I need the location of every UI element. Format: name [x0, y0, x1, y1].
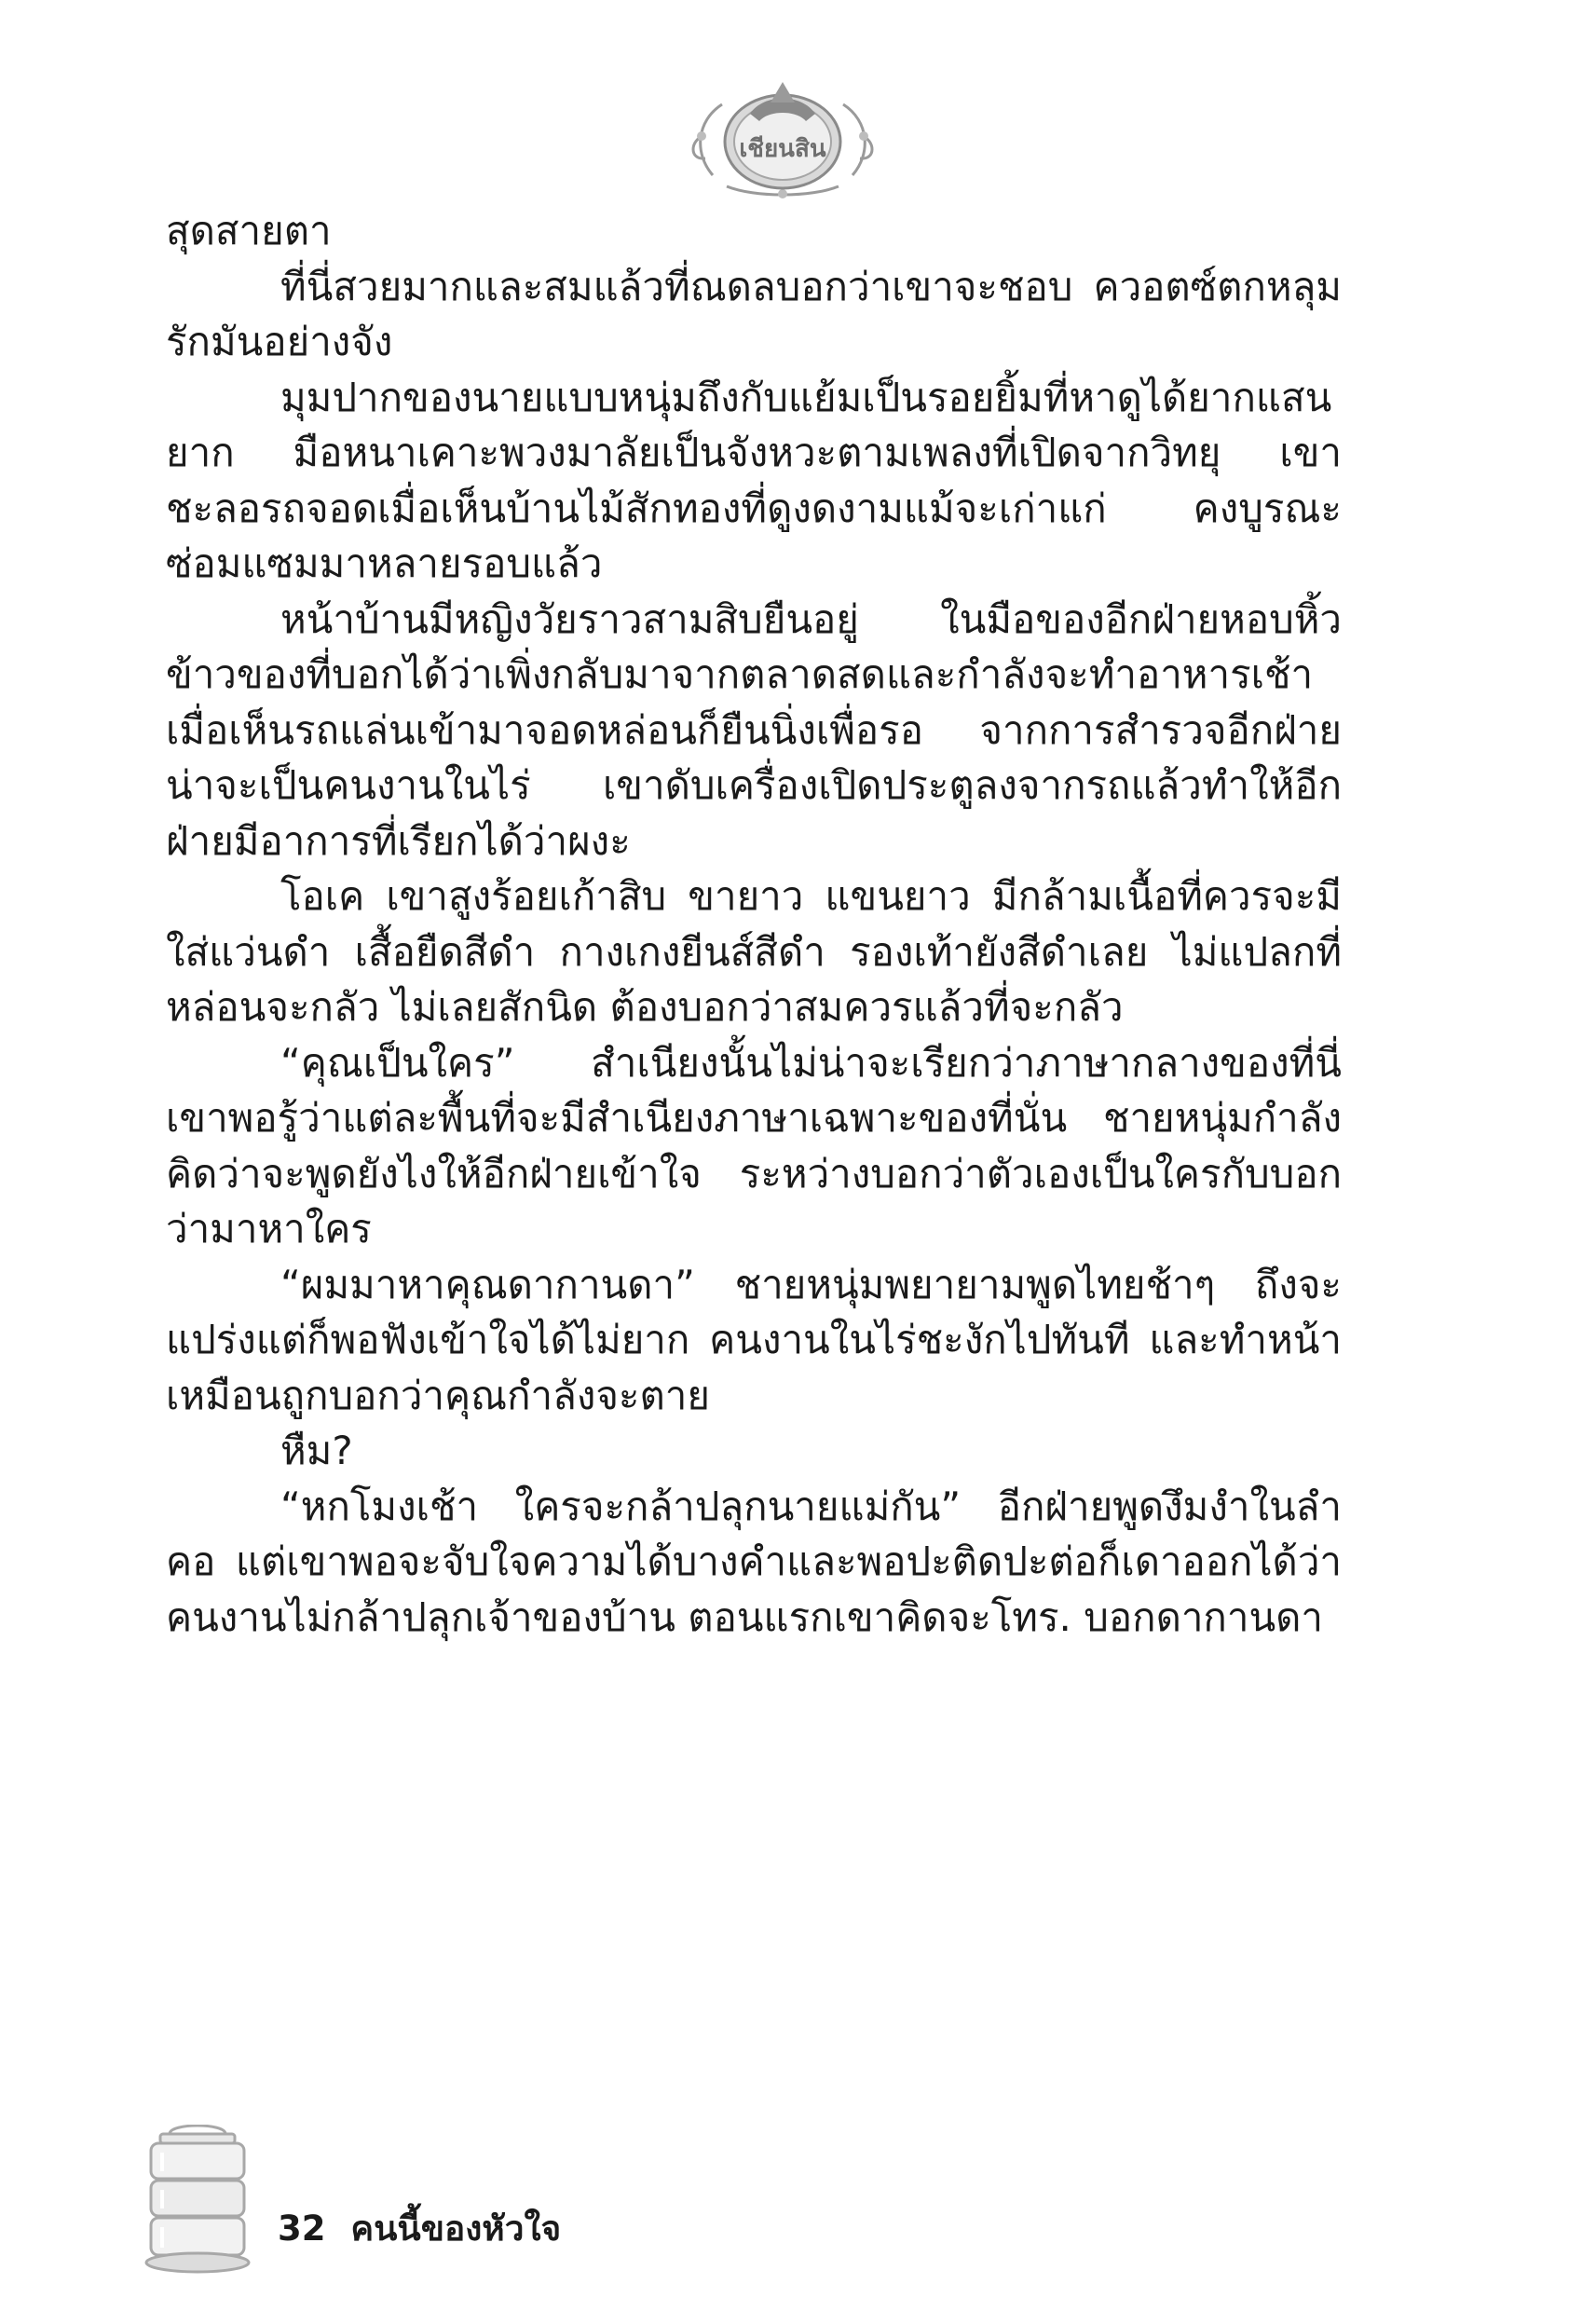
- paragraph: หน้าบ้านมีหญิงวัยราวสามสิบยืนอยู่ ในมือของอีกฝ่ายหอบหิ้วข้าวของที่บอกได้ว่าเพิ่งกลับมาจากตลาดสดและกำลังจะทำอาหารเช้า เมื่อเห็นรถแล่นเข้ามาจอดหล่อนก็ยืนนิ่งเพื่อรอ จากการสำรวจอีกฝ่ายน่าจะเป็นคนงานในไร่ เขาดับเครื่องเปิดประตูลงจากรถแล้วทำให้อีกฝ่ายมีอาการที่เรียกได้ว่าผงะ: [166, 595, 1342, 864]
- paragraph: “คุณเป็นใคร” สำเนียงนั้นไม่น่าจะเรียกว่าภาษากลางของที่นี่ เขาพอรู้ว่าแต่ละพื้นที่จะมีสำเนียงภาษาเฉพาะของที่นั่น ชายหนุ่มกำลังคิดว่าจะพูดยังไงให้อีกฝ่ายเข้าใจ ระหว่างบอกว่าตัวเองเป็นใครกับบอกว่ามาหาใคร: [166, 1039, 1342, 1251]
- ornamental-crest-logo-icon: [685, 65, 880, 205]
- paragraph: “ผมมาหาคุณดากานดา” ชายหนุ่มพยายามพูดไทยช้าๆ ถึงจะแปร่งแต่ก็พอฟังเข้าใจได้ไม่ยาก คนงานในไร่ชะงักไปทันที และทำหน้าเหมือนถูกบอกว่าคุณกำลังจะตาย: [166, 1261, 1342, 1418]
- paragraph: ที่นี่สวยมากและสมแล้วที่ณดลบอกว่าเขาจะชอบ ควอตซ์ตกหลุมรักมันอย่างจัง: [166, 263, 1342, 364]
- paragraph: หืม?: [280, 1428, 353, 1473]
- paragraph: “หกโมงเช้า ใครจะกล้าปลุกนายแม่กัน” อีกฝ่ายพูดงึมงำในลำคอ แต่เขาพอจะจับใจความได้บางคำและพอปะติดปะต่อก็เดาออกได้ว่าคนงานไม่กล้าปลุกเจ้าของบ้าน ตอนแรกเขาคิดจะโทร. บอกดากานดา: [166, 1483, 1342, 1640]
- emblem-text: เชียนสิน: [739, 135, 826, 163]
- paragraph: โอเค เขาสูงร้อยเก้าสิบ ขายาว แขนยาว มีกล้ามเนื้อที่ควรจะมี ใส่แว่นดำ เสื้อยืดสีดำ กางเกงยีนส์สีดำ รองเท้ายังสีดำเลย ไม่แปลกที่หล่อนจะกลัว ไม่เลยสักนิด ต้องบอกว่าสมควรแล้วที่จะกลัว: [166, 873, 1342, 1030]
- paragraph: มุมปากของนายแบบหนุ่มถึงกับแย้มเป็นรอยยิ้มที่หาดูได้ยากแสนยาก มือหนาเคาะพวงมาลัยเป็นจังหวะตามเพลงที่เปิดจากวิทยุ เขาชะลอรถจอดเมื่อเห็นบ้านไม้สักทองที่ดูงดงามแม้จะเก่าแก่ คงบูรณะซ่อมแซมมาหลายรอบแล้ว: [166, 374, 1342, 586]
- steel-food-carrier-icon: [123, 2125, 272, 2283]
- page-footer: [278, 2201, 561, 2256]
- body-text: [166, 203, 1342, 1645]
- page-number: 32: [278, 2208, 326, 2249]
- paragraph: สุดสายตา: [166, 208, 332, 253]
- book-title: คนนี้ของหัวใจ: [350, 2208, 562, 2249]
